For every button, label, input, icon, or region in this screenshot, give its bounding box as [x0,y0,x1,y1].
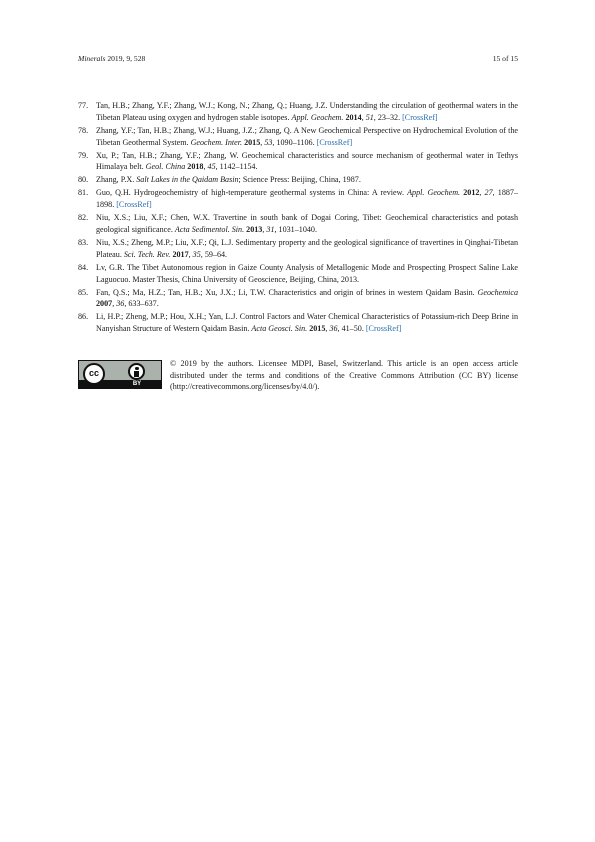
cc-by-badge[interactable] [78,360,162,389]
reference-text: Acta Geosci. Sin. [251,324,308,334]
reference-text: Tan, H.B.; Zhang, Y.F.; Zhang, W.J.; Kong, N.; Zhang, Q.; Huang, J.Z. Understanding the circulation of geothermal waters in the Tibetan Plateau using oxygen and hydrogen stable isotopes. [96,101,518,122]
reference-text: , [112,299,117,309]
crossref-link[interactable]: [CrossRef] [316,137,353,147]
reference-text: , [188,249,193,259]
reference-text: , 633–637. [124,299,159,309]
reference-text: Salt Lakes in the Qaidam Basin [136,175,239,185]
reference-text: 53 [264,137,273,147]
reference-text: Fan, Q.S.; Ma, H.Z.; Tan, H.B.; Xu, J.X.; Li, T.W. Characteristics and origin of brines in western Qaidam Basin. [96,287,478,297]
reference-item [78,311,518,334]
reference-text: , [325,324,330,334]
reference-item [78,100,518,123]
reference-text: , [260,137,265,147]
crossref-link[interactable]: [CrossRef] [402,112,438,122]
reference-text: Guo, Q.H. Hydrogeochemistry of high-temperature geothermal systems in China: A review. [96,188,408,198]
reference-text: 36 [116,299,125,309]
reference-text: , [479,188,485,198]
reference-text: Sci. Tech. Rev. [123,249,171,259]
reference-text: Appl. Geochem. [407,188,461,198]
license-block [78,358,518,398]
license-text: © 2019 by the authors. Licensee MDPI, Basel, Switzerland. This article is an open access article distributed under the terms and conditions of the Creative Commons Attribution (CC BY) license (http://creativecommons.org/licenses/by/4.0/). [170,359,518,392]
reference-text: , 1887–1898. [96,188,519,210]
reference-text: , 1090–1106. [272,137,317,147]
reference-text: 27 [484,188,493,198]
reference-text: , 41–50. [337,324,366,334]
reference-number: 78. [78,125,89,135]
reference-text: Acta Sedimentol. Sin. [174,224,245,234]
reference-text: Zhang, P.X. [96,175,137,185]
journal-name: Minerals [78,54,106,63]
person-head [135,367,139,371]
reference-number: 85. [78,287,89,297]
reference-item [78,125,518,148]
reference-text: 2012 [463,188,480,198]
reference-text: , [361,112,366,122]
reference-text: Geochemica [477,287,518,297]
reference-item [78,187,518,210]
person-icon [128,363,145,380]
reference-text: , [262,224,267,234]
reference-number: 77. [78,101,89,110]
reference-item [78,150,518,173]
reference-text: , 1031–1040. [274,224,317,234]
reference-item [78,174,518,186]
reference-text: 45 [207,162,216,172]
reference-text: , 59–64. [200,249,228,259]
reference-text: Xu, P.; Tan, H.B.; Zhang, Y.F.; Zhang, W. Geochemical characteristics and source mechanism of geothermal water in Tethys Himalaya belt. [96,150,518,172]
reference-text: Zhang, Y.F.; Tan, H.B.; Zhang, W.J.; Huang, J.Z.; Zhang, Q. A New Geochemical Perspective on Hydrochemical Evolution of the Tibetan Geothermal System. [96,125,518,147]
reference-number: 86. [78,312,89,322]
reference-item [78,287,518,310]
reference-item [78,262,518,285]
reference-item [78,212,518,235]
reference-text: Geochem. Inter. [190,137,243,147]
page-number: 15 of 15 [492,54,518,63]
reference-text: , [203,162,208,172]
reference-text: 2013 [246,224,263,234]
reference-number: 81. [78,188,89,198]
reference-text: Geol. China [145,162,186,172]
reference-text: Niu, X.S.; Zheng, M.P.; Liu, X.F.; Qi, L.J. Sedimentary property and the geological significance of travertines in Qinghai-Tibetan Plateau. [96,238,518,259]
reference-text: 31 [266,224,275,234]
reference-text: Niu, X.S.; Liu, X.F.; Chen, W.X. Travertine in south bank of Dogai Coring, Tibet: Geochemical characteristics and potash geological significance. [96,213,518,234]
running-header [78,54,518,66]
reference-text: , 1142–1154. [215,162,258,172]
reference-text: 2015 [244,137,261,147]
reference-number: 82. [78,213,89,223]
person-body [134,371,139,377]
reference-text: 2017 [172,249,189,259]
crossref-link[interactable]: [CrossRef] [116,200,152,210]
reference-number: 84. [78,262,89,272]
reference-text: Appl. Geochem. [291,112,344,122]
reference-number: 79. [78,150,89,160]
reference-number: 80. [78,175,89,185]
reference-item [78,237,518,260]
cc-logo-icon: cc [83,363,105,385]
reference-text: 51 [365,112,374,122]
reference-text: 2018 [187,162,204,172]
crossref-link[interactable]: [CrossRef] [365,324,402,334]
reference-text: ; Science Press: Beijing, China, 1987. [238,175,361,185]
reference-text: 36 [329,324,338,334]
reference-text: Lv, G.R. The Tibet Autonomous region in Gaize County Analysis of Metallogenic Mode and Prospecting Prospect Saline Lake Laguocuo. Master Thesis, China University of Geoscience, Beijing, China, 2013. [96,262,518,284]
by-label: BY [132,381,142,387]
reference-text: Li, H.P.; Zheng, M.P.; Hou, X.H.; Yan, L.J. Control Factors and Water Chemical Characteristics of Potassium-rich Deep Brine in Nanyishan Structure of Western Qaidam Basin. [96,312,518,334]
reference-text: 35 [192,249,201,259]
reference-text: 2015 [309,324,326,334]
reference-text: , 23–32. [373,112,403,122]
reference-list [78,100,518,336]
journal-citation [78,54,145,63]
reference-text: 2014 [345,112,362,122]
reference-text: 2007 [96,299,113,309]
reference-number: 83. [78,238,89,248]
journal-volume: 2019, 9, 528 [107,54,146,63]
